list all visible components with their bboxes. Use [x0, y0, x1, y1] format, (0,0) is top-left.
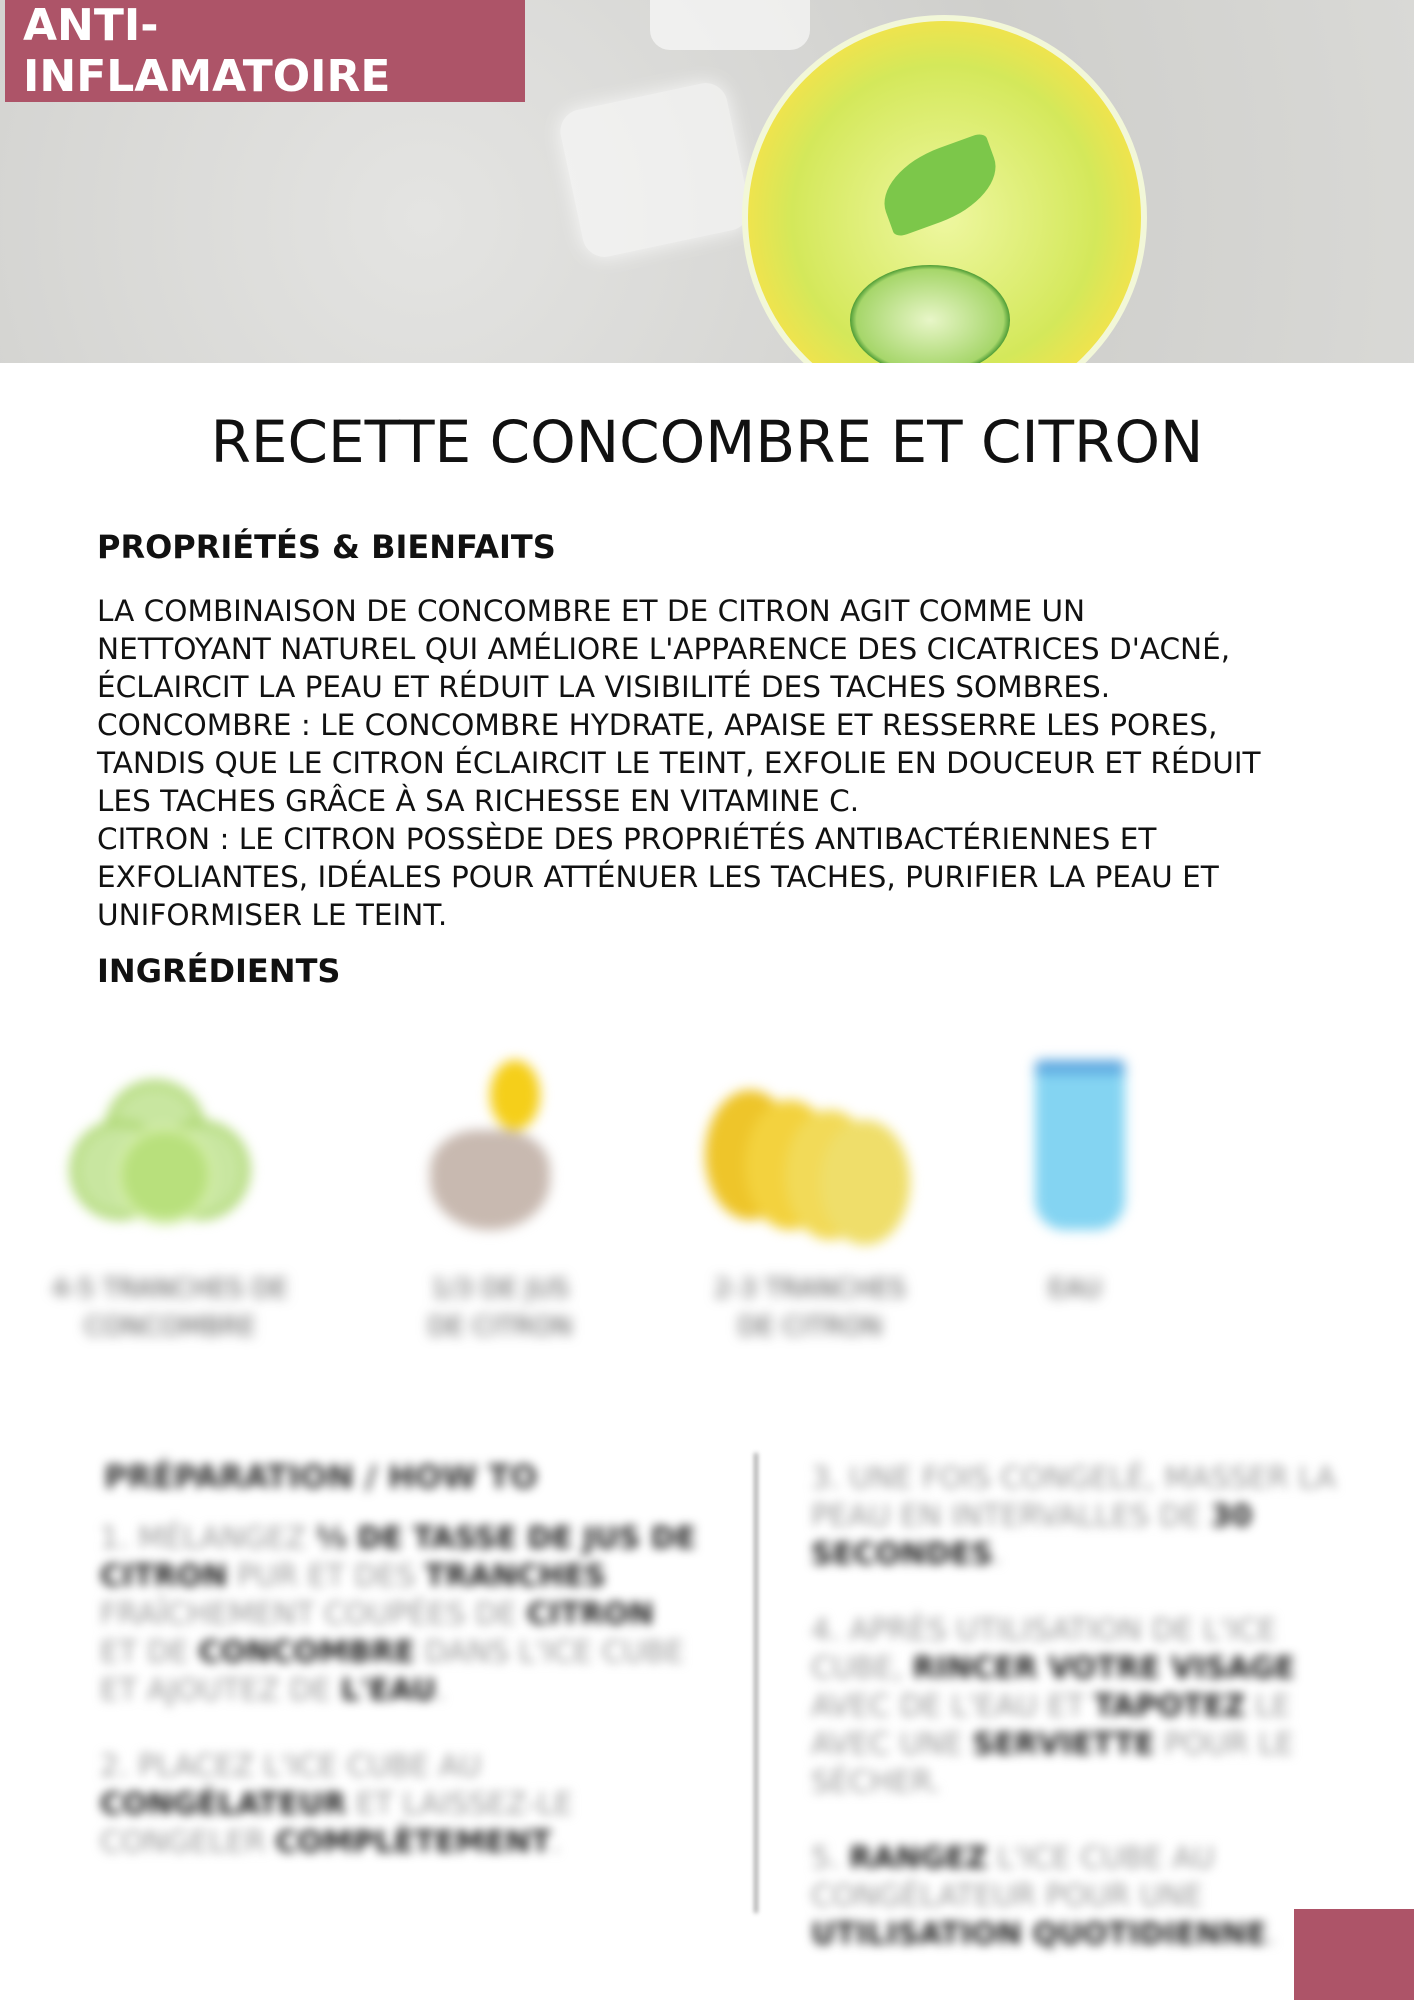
text-line: LES TACHES GRÂCE À SA RICHESSE EN VITAMINE C. [97, 784, 860, 818]
text-line: NETTOYANT NATUREL QUI AMÉLIORE L'APPARENCE DES CICATRICES D'ACNÉ, [97, 632, 1231, 666]
properties-text [97, 592, 1337, 934]
steps-left [100, 1520, 700, 1900]
ingredient-label: 2-3 TRANCHES [714, 1274, 906, 1304]
ingredient-label: CONCOMBRE [84, 1312, 256, 1342]
steps-right [811, 1460, 1356, 1992]
text-line: CITRON : LE CITRON POSSÈDE DES PROPRIÉTÉS ANTIBACTÉRIENNES ET [97, 822, 1157, 856]
lemon-squeezer-icon [370, 1050, 630, 1230]
properties-heading: PROPRIÉTÉS & BIENFAITS [97, 528, 556, 566]
ice-cube-image [556, 79, 753, 261]
preparation-section [0, 1440, 1414, 2000]
ingredient-lemon-juice [370, 1050, 630, 1346]
text-line: TANDIS QUE LE CITRON ÉCLAIRCIT LE TEINT, EXFOLIE EN DOUCEUR ET RÉDUIT [97, 746, 1261, 780]
ingredient-water [945, 1050, 1205, 1308]
ice-cube-image [650, 0, 810, 50]
text-line: ÉCLAIRCIT LA PEAU ET RÉDUIT LA VISIBILITÉ DES TACHES SOMBRES. [97, 670, 1111, 704]
step-4: 4. APRÈS UTILISATION DE L'ICE CUBE, RINCER VOTRE VISAGE AVEC DE L'EAU ET TAPOTEZ LE AVEC UNE SERVIETTE POUR LE SÉCHER. [811, 1613, 1295, 1800]
text-line: LA COMBINAISON DE CONCOMBRE ET DE CITRON AGIT COMME UN [97, 594, 1086, 628]
ingredient-label: 4-5 TRANCHES DE [51, 1274, 289, 1304]
step-2: 2. PLACEZ L'ICE CUBE AU CONGÉLATEUR ET LAISSEZ-LE CONGELER COMPLÈTEMENT. [100, 1749, 573, 1860]
ingredient-label: DE CITRON [737, 1312, 883, 1342]
corner-accent [1294, 1909, 1414, 2000]
lemon-slices-icon [680, 1050, 940, 1230]
ingredients-list [0, 1030, 1414, 1342]
cucumber-slices-icon [40, 1050, 300, 1230]
ingredient-cucumber [40, 1050, 300, 1346]
column-divider [754, 1453, 758, 1913]
text-line: EXFOLIANTES, IDÉALES POUR ATTÉNUER LES TACHES, PURIFIER LA PEAU ET [97, 860, 1219, 894]
category-badge: ANTI-INFLAMATOIRE [5, 0, 525, 102]
ingredient-label: EAU [1048, 1274, 1102, 1304]
step-3: 3. UNE FOIS CONGELÉ, MASSER LA PEAU EN INTERVALLES DE 30 SECONDES. [811, 1461, 1337, 1572]
step-5: 5. RANGEZ L'ICE CUBE AU CONGÉLATEUR POUR UNE UTILISATION QUOTIDIENNE. [811, 1841, 1277, 1952]
text-line: UNIFORMISER LE TEINT. [97, 898, 448, 932]
page-title: RECETTE CONCOMBRE ET CITRON [210, 408, 1204, 476]
water-glass-icon [945, 1050, 1205, 1230]
ingredient-label: DE CITRON [427, 1312, 573, 1342]
text-line: CONCOMBRE : LE CONCOMBRE HYDRATE, APAISE ET RESSERRE LES PORES, [97, 708, 1218, 742]
preparation-heading: PRÉPARATION / HOW TO [104, 1458, 538, 1496]
step-1: 1. MÉLANGEZ ⅓ DE TASSE DE JUS DE CITRON PUR ET DES TRANCHES FRAÎCHEMENT COUPÉES DE CITRON ET DE CONCOMBRE DANS L'ICE CUBE ET AJOUTEZ DE L'EAU. [100, 1521, 696, 1708]
ingredient-label: 1/3 DE JUS [430, 1274, 570, 1304]
ingredient-lemon-slices [680, 1050, 940, 1346]
ingredients-heading: INGRÉDIENTS [97, 952, 341, 990]
